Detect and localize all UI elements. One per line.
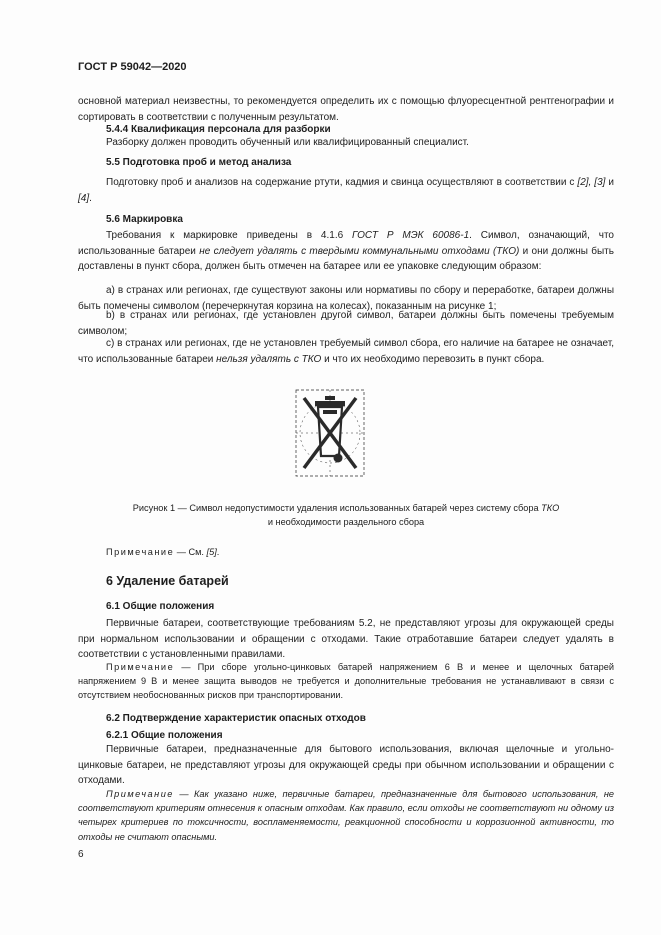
list-item-c: с) в странах или регионах, где не установлен требуемый символ сбора, его наличие на батарее не означает, что использованные батареи нельзя удалять с ТКО и что их необходимо перевозить в пункт сбора. bbox=[78, 338, 614, 365]
section-5-5-heading: 5.5 Подготовка проб и метод анализа bbox=[106, 157, 292, 168]
section-6-2-1-heading: 6.2.1 Общие положения bbox=[106, 730, 223, 741]
figure-caption: Рисунок 1 — Символ недопустимости удаления использованных батарей через систему сбора ТКО и необходимости раздельного сбора bbox=[132, 503, 560, 527]
section-6-2-heading: 6.2 Подтверждение характеристик опасных отходов bbox=[106, 713, 366, 724]
section-6-1-heading: 6.1 Общие положения bbox=[106, 601, 215, 612]
standard-designation: ГОСТ Р 59042—2020 bbox=[78, 61, 187, 73]
section-6-2-1-text: Первичные батареи, предназначенные для бытового использования, включая щелочные и угольно-цинковые батареи, не представляют угрозы для окружающей среды при обычном использовании и обращении с отходами. bbox=[78, 744, 614, 787]
list-item-b: b) в странах или регионах, где установлен другой символ, батареи должны быть помечены требуемым символом; bbox=[78, 310, 614, 337]
note-5-6: Примечание — См. [5]. bbox=[106, 547, 220, 557]
section-6-1-text: Первичные батареи, соответствующие требованиям 5.2, не представляют угрозы для окружающей среды при нормальном использовании и обращении с отходами. Такие отработавшие батареи следует удалять в соответствии с установленными правилами. bbox=[78, 618, 614, 661]
section-6-heading: 6 Удаление батарей bbox=[106, 574, 229, 588]
section-5-6-paragraph: Требования к маркировке приведены в 4.1.6 ГОСТ Р МЭК 60086-1. Символ, означающий, что использованные батареи не следует удалять с твердыми коммунальными отходами (ТКО) и они должны быть доставлены в пункт сбора, должен быть отмечен на батарее или ее упаковке следующим образом: bbox=[78, 230, 614, 273]
list-item-a: а) в странах или регионах, где существуют законы или нормативы по сбору и переработке, батареи должны быть помечены символом (перечеркнутая корзина на колесах), показанным на рисунке 1; bbox=[78, 285, 614, 312]
intro-paragraph: основной материал неизвестны, то рекомендуется определить их с помощью флуоресцентной рентгенографии и сортировать в соответствии с полученным результатом. bbox=[78, 96, 614, 123]
section-5-6-heading: 5.6 Маркировка bbox=[106, 214, 183, 225]
crossed-out-wheeled-bin-icon bbox=[290, 386, 370, 486]
section-5-4-4-heading: 5.4.4 Квалификация персонала для разборки bbox=[106, 124, 331, 135]
note-6-1: Примечание — При сборе угольно-цинковых батарей напряжением 6 В и менее и щелочных батарей напряжением 9 В и менее защита выводов не требуется и дополнительные требования не устанавливают в связи с отсутствием необоснованных рисков при транспортировании. bbox=[78, 662, 614, 701]
page-number: 6 bbox=[78, 849, 84, 860]
section-5-4-4-text: Разборку должен проводить обученный или квалифицированный специалист. bbox=[106, 137, 469, 148]
section-5-5-text: Подготовку проб и анализов на содержание ртути, кадмия и свинца осуществляют в соответствии с [2], [3] и [4]. bbox=[78, 177, 614, 204]
note-6-2-1: Примечание — Как указано ниже, первичные батареи, предназначенные для бытового использования, не соответствуют критериям отнесения к опасным отходам. Как правило, если отходы не соответствуют ни одному из четырех критериев по токсичности, воспламеняемости, реакционной способности и коррозионной активности, то отходы не считают опасными. bbox=[78, 789, 614, 842]
